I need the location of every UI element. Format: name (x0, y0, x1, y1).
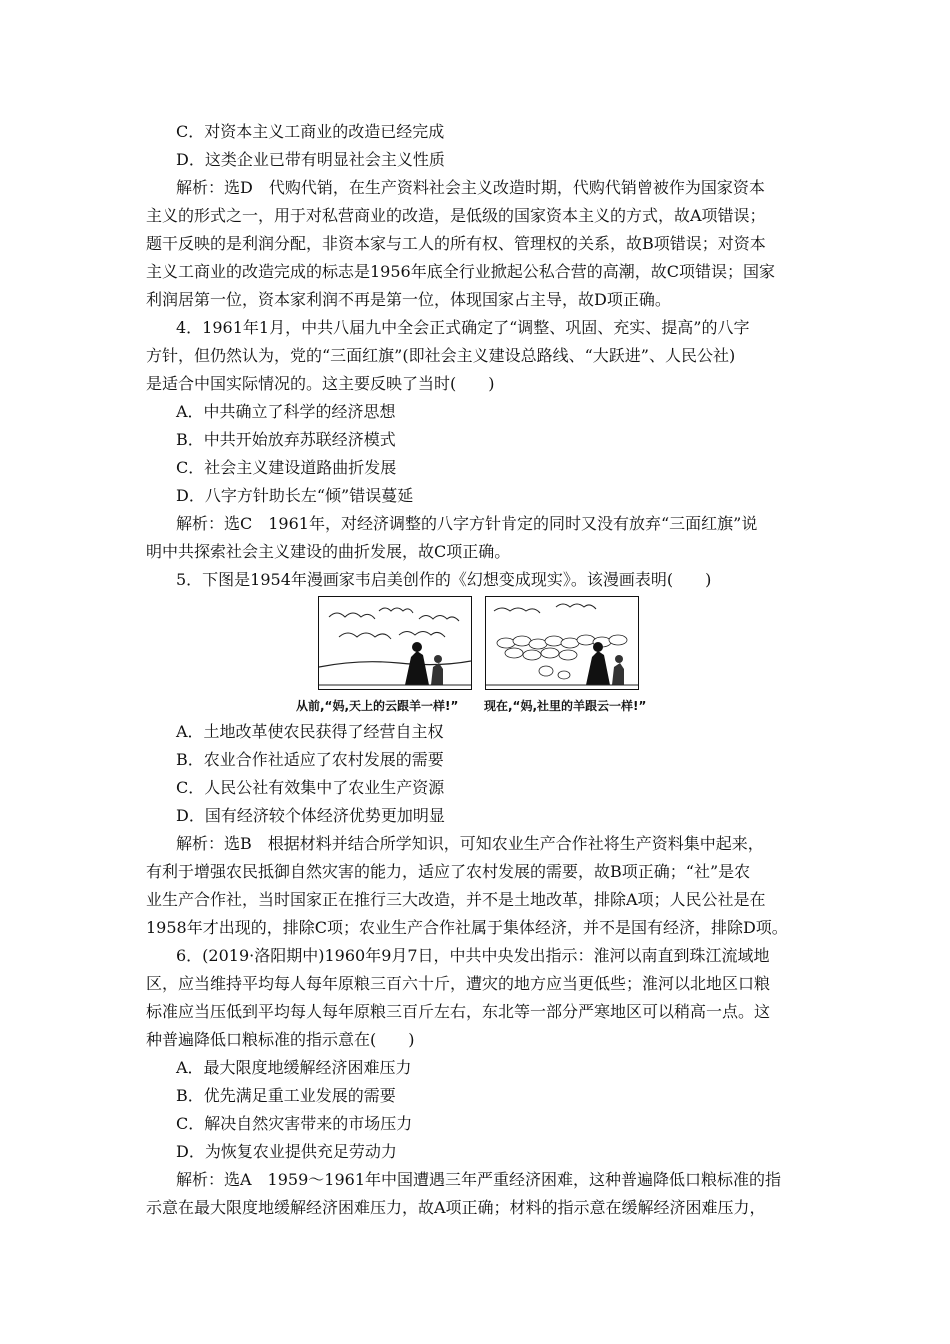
q5-option-d: D．国有经济较个体经济优势更加明显 (176, 806, 445, 825)
cartoon-caption-before: 从前,“妈,天上的云跟羊一样!” (296, 699, 459, 713)
q3-answer-line-3: 题干反映的是利润分配，非资本家与工人的所有权、管理权的关系，故B项错误；对资本 (146, 234, 766, 253)
q4-stem-line-3: 是适合中国实际情况的。这主要反映了当时( ) (146, 374, 495, 393)
q6-stem-line-4: 种普遍降低口粮标准的指示意在( ) (146, 1030, 415, 1049)
q5-answer-line-2: 有利于增强农民抵御自然灾害的能力，适应了农村发展的需要，故B项正确；“社”是农 (146, 862, 751, 881)
q4-option-b: B．中共开始放弃苏联经济模式 (176, 430, 396, 449)
q5-answer-line-3: 业生产合作社，当时国家正在推行三大改造，并不是土地改革，排除A项；人民公社是在 (146, 890, 766, 909)
cartoon-figure (296, 596, 647, 718)
q4-stem-line-1: 4．1961年1月，中共八届九中全会正式确定了“调整、巩固、充实、提高”的八字 (176, 318, 750, 337)
q3-answer-line-2: 主义的形式之一，用于对私营商业的改造，是低级的国家资本主义的方式，故A项错误； (146, 206, 766, 225)
cartoon-panel-now (485, 596, 639, 690)
q6-option-c: C．解决自然灾害带来的市场压力 (176, 1114, 413, 1133)
q6-option-b: B．优先满足重工业发展的需要 (176, 1086, 396, 1105)
q6-stem-line-1: 6．(2019·洛阳期中)1960年9月7日，中共中央发出指示：淮河以南直到珠江流域地 (176, 946, 770, 965)
q6-answer-line-2: 示意在最大限度地缓解经济困难压力，故A项正确；材料的指示意在缓解经济困难压力， (146, 1198, 766, 1217)
q5-option-b: B．农业合作社适应了农村发展的需要 (176, 750, 444, 769)
q4-answer-line-2: 明中共探索社会主义建设的曲折发展，故C项正确。 (146, 542, 511, 561)
cartoon-panel-before (318, 596, 472, 690)
q4-option-d: D．八字方针助长左“倾”错误蔓延 (176, 486, 414, 505)
q5-stem-line-1: 5．下图是1954年漫画家韦启美创作的《幻想变成现实》。该漫画表明( ) (176, 570, 712, 589)
q6-stem-line-3: 标准应当压低到平均每人每年原粮三百斤左右，东北等一部分严寒地区可以稍高一点。这 (146, 1002, 771, 1021)
q4-option-c: C．社会主义建设道路曲折发展 (176, 458, 397, 477)
q6-stem-line-2: 区，应当维持平均每人每年原粮三百六十斤，遭灾的地方应当更低些；淮河以北地区口粮 (146, 974, 771, 993)
q4-answer-line-1: 解析：选C 1961年，对经济调整的八字方针肯定的同时又没有放弃“三面红旗”说 (176, 514, 758, 533)
q6-option-a: A．最大限度地缓解经济困难压力 (176, 1058, 412, 1077)
q6-answer-line-1: 解析：选A 1959～1961年中国遭遇三年严重经济困难，这种普遍降低口粮标准的指 (176, 1170, 781, 1189)
q6-option-d: D．为恢复农业提供充足劳动力 (176, 1142, 397, 1161)
q5-answer-line-4: 1958年才出现的，排除C项；农业生产合作社属于集体经济，并不是国有经济，排除D项。 (146, 918, 788, 937)
cartoon-caption-now: 现在,“妈,社里的羊跟云一样!” (484, 699, 647, 713)
q3-option-c: C．对资本主义工商业的改造已经完成 (176, 122, 445, 141)
q5-option-c: C．人民公社有效集中了农业生产资源 (176, 778, 445, 797)
q5-answer-line-1: 解析：选B 根据材料并结合所学知识，可知农业生产合作社将生产资料集中起来， (176, 834, 764, 853)
q3-answer-line-4: 主义工商业的改造完成的标志是1956年底全行业掀起公私合营的高潮，故C项错误；国家 (146, 262, 775, 281)
q5-option-a: A．土地改革使农民获得了经营自主权 (176, 722, 444, 741)
q3-answer-line-5: 利润居第一位，资本家利润不再是第一位，体现国家占主导，故D项正确。 (146, 290, 671, 309)
q3-option-d: D．这类企业已带有明显社会主义性质 (176, 150, 445, 169)
q3-answer-line-1: 解析：选D 代购代销，在生产资料社会主义改造时期，代购代销曾被作为国家资本 (176, 178, 765, 197)
q4-stem-line-2: 方针，但仍然认为，党的“三面红旗”(即社会主义建设总路线、“大跃进”、人民公社) (146, 346, 736, 365)
q4-option-a: A．中共确立了科学的经济思想 (176, 402, 396, 421)
